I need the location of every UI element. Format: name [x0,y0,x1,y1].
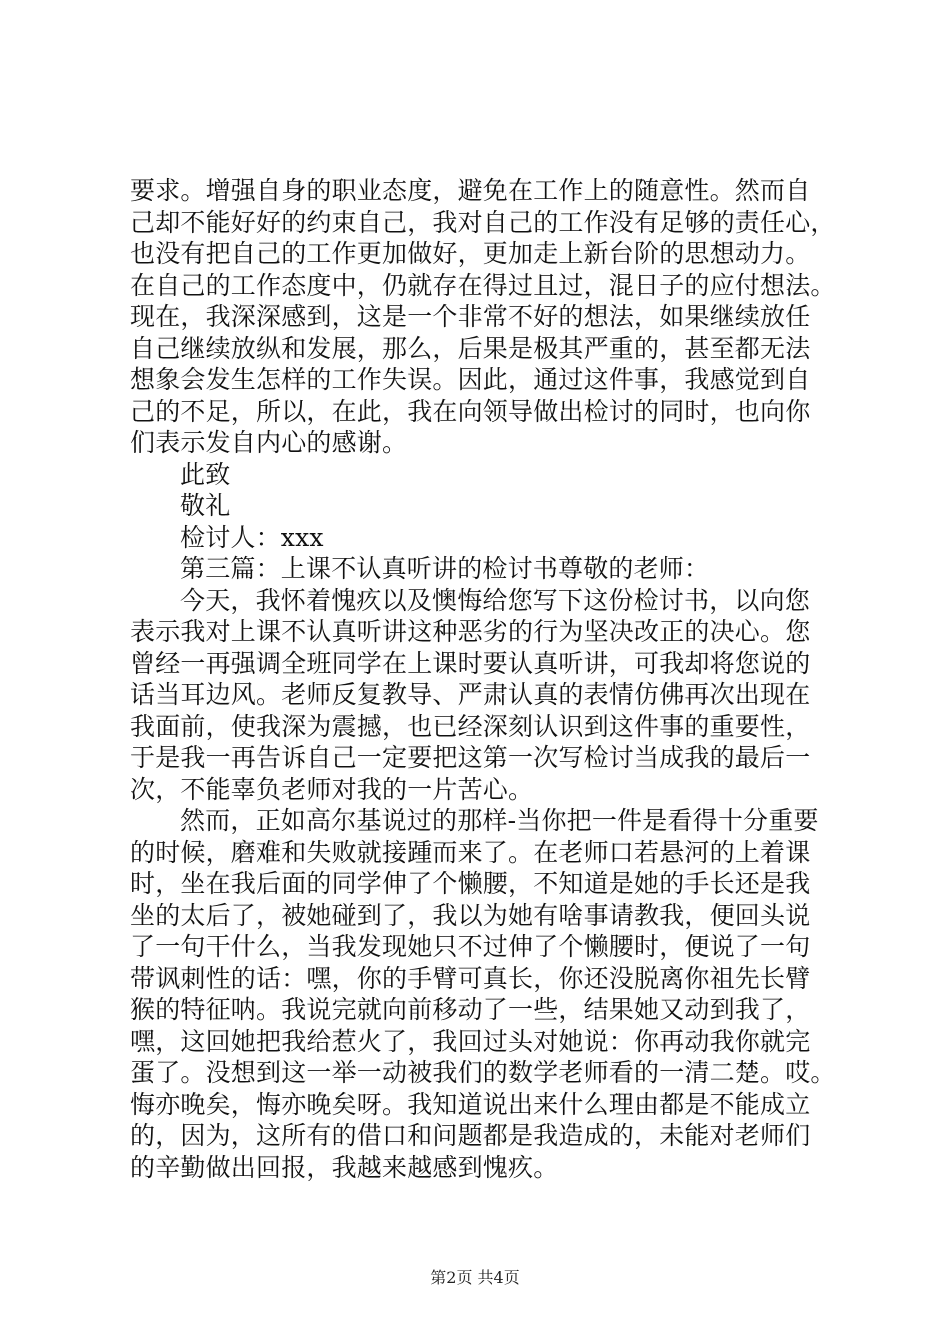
text-line: 己的不足，所以，在此，我在向领导做出检讨的同时，也向你 [130,397,811,426]
text-line: 我面前，使我深为震撼，也已经深刻认识到这件事的重要性， [130,712,811,741]
text-line: 于是我一再告诉自己一定要把这第一次写检讨当成我的最后一 [130,743,811,772]
text-line: 时，坐在我后面的同学伸了个懒腰，不知道是她的手长还是我 [130,869,811,898]
salutation-line: 此致 [180,460,231,489]
text-line: 带讽刺性的话：嘿，你的手臂可真长，你还没脱离你祖先长臂 [130,964,811,993]
text-line: 悔亦晚矣，悔亦晚矣呀。我知道说出来什么理由都是不能成立 [130,1090,811,1119]
text-line: 的辛勤做出回报，我越来越感到愧疚。 [130,1153,559,1182]
text-line: 想象会发生怎样的工作失误。因此，通过这件事，我感觉到自 [130,365,811,394]
text-line: 表示我对上课不认真听讲这种恶劣的行为坚决改正的决心。您 [130,617,811,646]
text-line: 的，因为，这所有的借口和问题都是我造成的，未能对老师们 [130,1121,811,1150]
text-line: 嘿，这回她把我给惹火了，我回过头对她说：你再动我你就完 [130,1027,811,1056]
text-line: 现在，我深深感到，这是一个非常不好的想法，如果继续放任 [130,302,811,331]
salutation-line: 敬礼 [180,491,231,520]
text-line: 话当耳边风。老师反复教导、严肃认真的表情仿佛再次出现在 [130,680,811,709]
page-number-footer: 第2页 共4页 [430,1268,520,1287]
text-line: 了一句干什么，当我发现她只不过伸了个懒腰时，便说了一句 [130,932,811,961]
section-heading: 第三篇：上课不认真听讲的检讨书尊敬的老师： [180,554,710,583]
text-line: 的时候，磨难和失败就接踵而来了。在老师口若悬河的上着课 [130,838,811,867]
text-line: 坐的太后了，被她碰到了，我以为她有啥事请教我，便回头说 [130,901,811,930]
text-line: 猴的特征呐。我说完就向前移动了一些，结果她又动到我了， [130,995,811,1024]
text-line: 们表示发自内心的感谢。 [130,428,408,457]
text-line: 要求。增强自身的职业态度，避免在工作上的随意性。然而自 [130,176,811,205]
text-line: 也没有把自己的工作更加做好，更加走上新台阶的思想动力。 [130,239,811,268]
text-line: 曾经一再强调全班同学在上课时要认真听讲，可我却将您说的 [130,649,811,678]
text-line: 己却不能好好的约束自己，我对自己的工作没有足够的责任心， [130,208,836,237]
text-line: 次，不能辜负老师对我的一片苦心。 [130,775,534,804]
signature-line: 检讨人：xxx [180,523,324,552]
text-line: 自己继续放纵和发展，那么，后果是极其严重的，甚至都无法 [130,334,811,363]
paragraph-start: 然而，正如高尔基说过的那样-当你把一件是看得十分重要 [180,806,819,835]
text-line: 蛋了。没想到这一举一动被我们的数学老师看的一清二楚。哎。 [130,1058,836,1087]
paragraph-start: 今天，我怀着愧疚以及懊悔给您写下这份检讨书，以向您 [180,586,811,615]
text-line: 在自己的工作态度中，仍就存在得过且过，混日子的应付想法。 [130,271,836,300]
